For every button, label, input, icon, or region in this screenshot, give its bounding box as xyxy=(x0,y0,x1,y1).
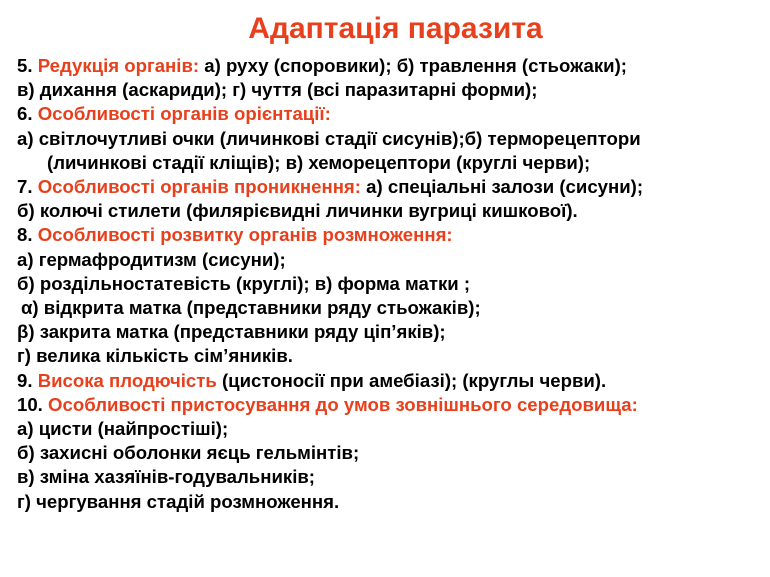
item-text: б) колючі стилети (филярієвидні личинки вугриці кишкової). xyxy=(17,200,578,222)
item-text: в) зміна хазяїнів-годувальників; xyxy=(17,466,315,488)
text-line-17 xyxy=(17,441,762,465)
heading-red: Особливості пристосування до умов зовнішнього середовища: xyxy=(48,393,638,415)
text-line-18 xyxy=(17,465,762,489)
text-line-4 xyxy=(17,127,762,151)
item-number: 7. xyxy=(17,176,33,198)
text-line-12 xyxy=(17,320,762,344)
text-line-7 xyxy=(17,199,762,223)
item-text: г) чергування стадій розмноження. xyxy=(17,490,340,512)
text-line-8 xyxy=(17,223,762,247)
text-line-3 xyxy=(17,102,762,126)
text-line-1 xyxy=(17,54,762,78)
heading-red: Висока плодючість xyxy=(37,369,217,391)
item-text: (цистоносії при амебіазі); (круглы черви). xyxy=(221,369,607,391)
text-line-19 xyxy=(17,490,762,514)
text-line-2 xyxy=(17,78,762,102)
item-text: б) роздільностатевість (круглі); в) форма матки ; xyxy=(17,272,471,294)
item-text: г) велика кількість сім’яників. xyxy=(17,345,293,367)
item-text: б) захисні оболонки яєць гельмінтів; xyxy=(17,442,360,464)
text-line-6 xyxy=(17,175,762,199)
item-number: 9. xyxy=(17,369,33,391)
heading-red: Особливості розвитку органів розмноження: xyxy=(37,224,453,246)
item-text: β) закрита матка (представники ряду ціп’яків); xyxy=(17,321,446,343)
item-number: 8. xyxy=(17,224,33,246)
item-number: 10. xyxy=(17,393,43,415)
item-text: (личинкові стадії кліщів); в) хеморецептори (круглі черви); xyxy=(47,151,591,173)
item-text: в) дихання (аскариди); г) чуття (всі паразитарні форми); xyxy=(17,79,538,101)
item-number: 5. xyxy=(17,55,33,76)
text-line-16 xyxy=(17,417,762,441)
item-text: а) гермафродитизм (сисуни); xyxy=(17,248,286,270)
text-line-9 xyxy=(17,248,762,272)
text-line-11 xyxy=(17,296,762,320)
heading-red: Особливості органів орієнтації: xyxy=(37,103,331,125)
item-text: а) руху (споровики); б) травлення (стьожаки); xyxy=(204,55,627,76)
slide-title: Адаптація паразита xyxy=(248,12,543,45)
text-line-15 xyxy=(17,393,762,417)
text-line-13 xyxy=(17,344,762,368)
item-text: α) відкрита матка (представники ряду стьожаків); xyxy=(21,297,481,319)
item-text: а) спеціальні залози (сисуни); xyxy=(366,176,644,198)
heading-red: Редукція органів: xyxy=(37,55,200,76)
item-number: 6. xyxy=(17,103,33,125)
text-line-5 xyxy=(17,151,762,175)
text-line-10 xyxy=(17,272,762,296)
item-text: а) цисти (найпростіші); xyxy=(17,418,229,440)
item-text: а) світлочутливі очки (личинкові стадії сисунів);б) терморецептори xyxy=(17,127,641,149)
heading-red: Особливості органів проникнення: xyxy=(37,176,361,198)
text-line-14 xyxy=(17,369,762,393)
